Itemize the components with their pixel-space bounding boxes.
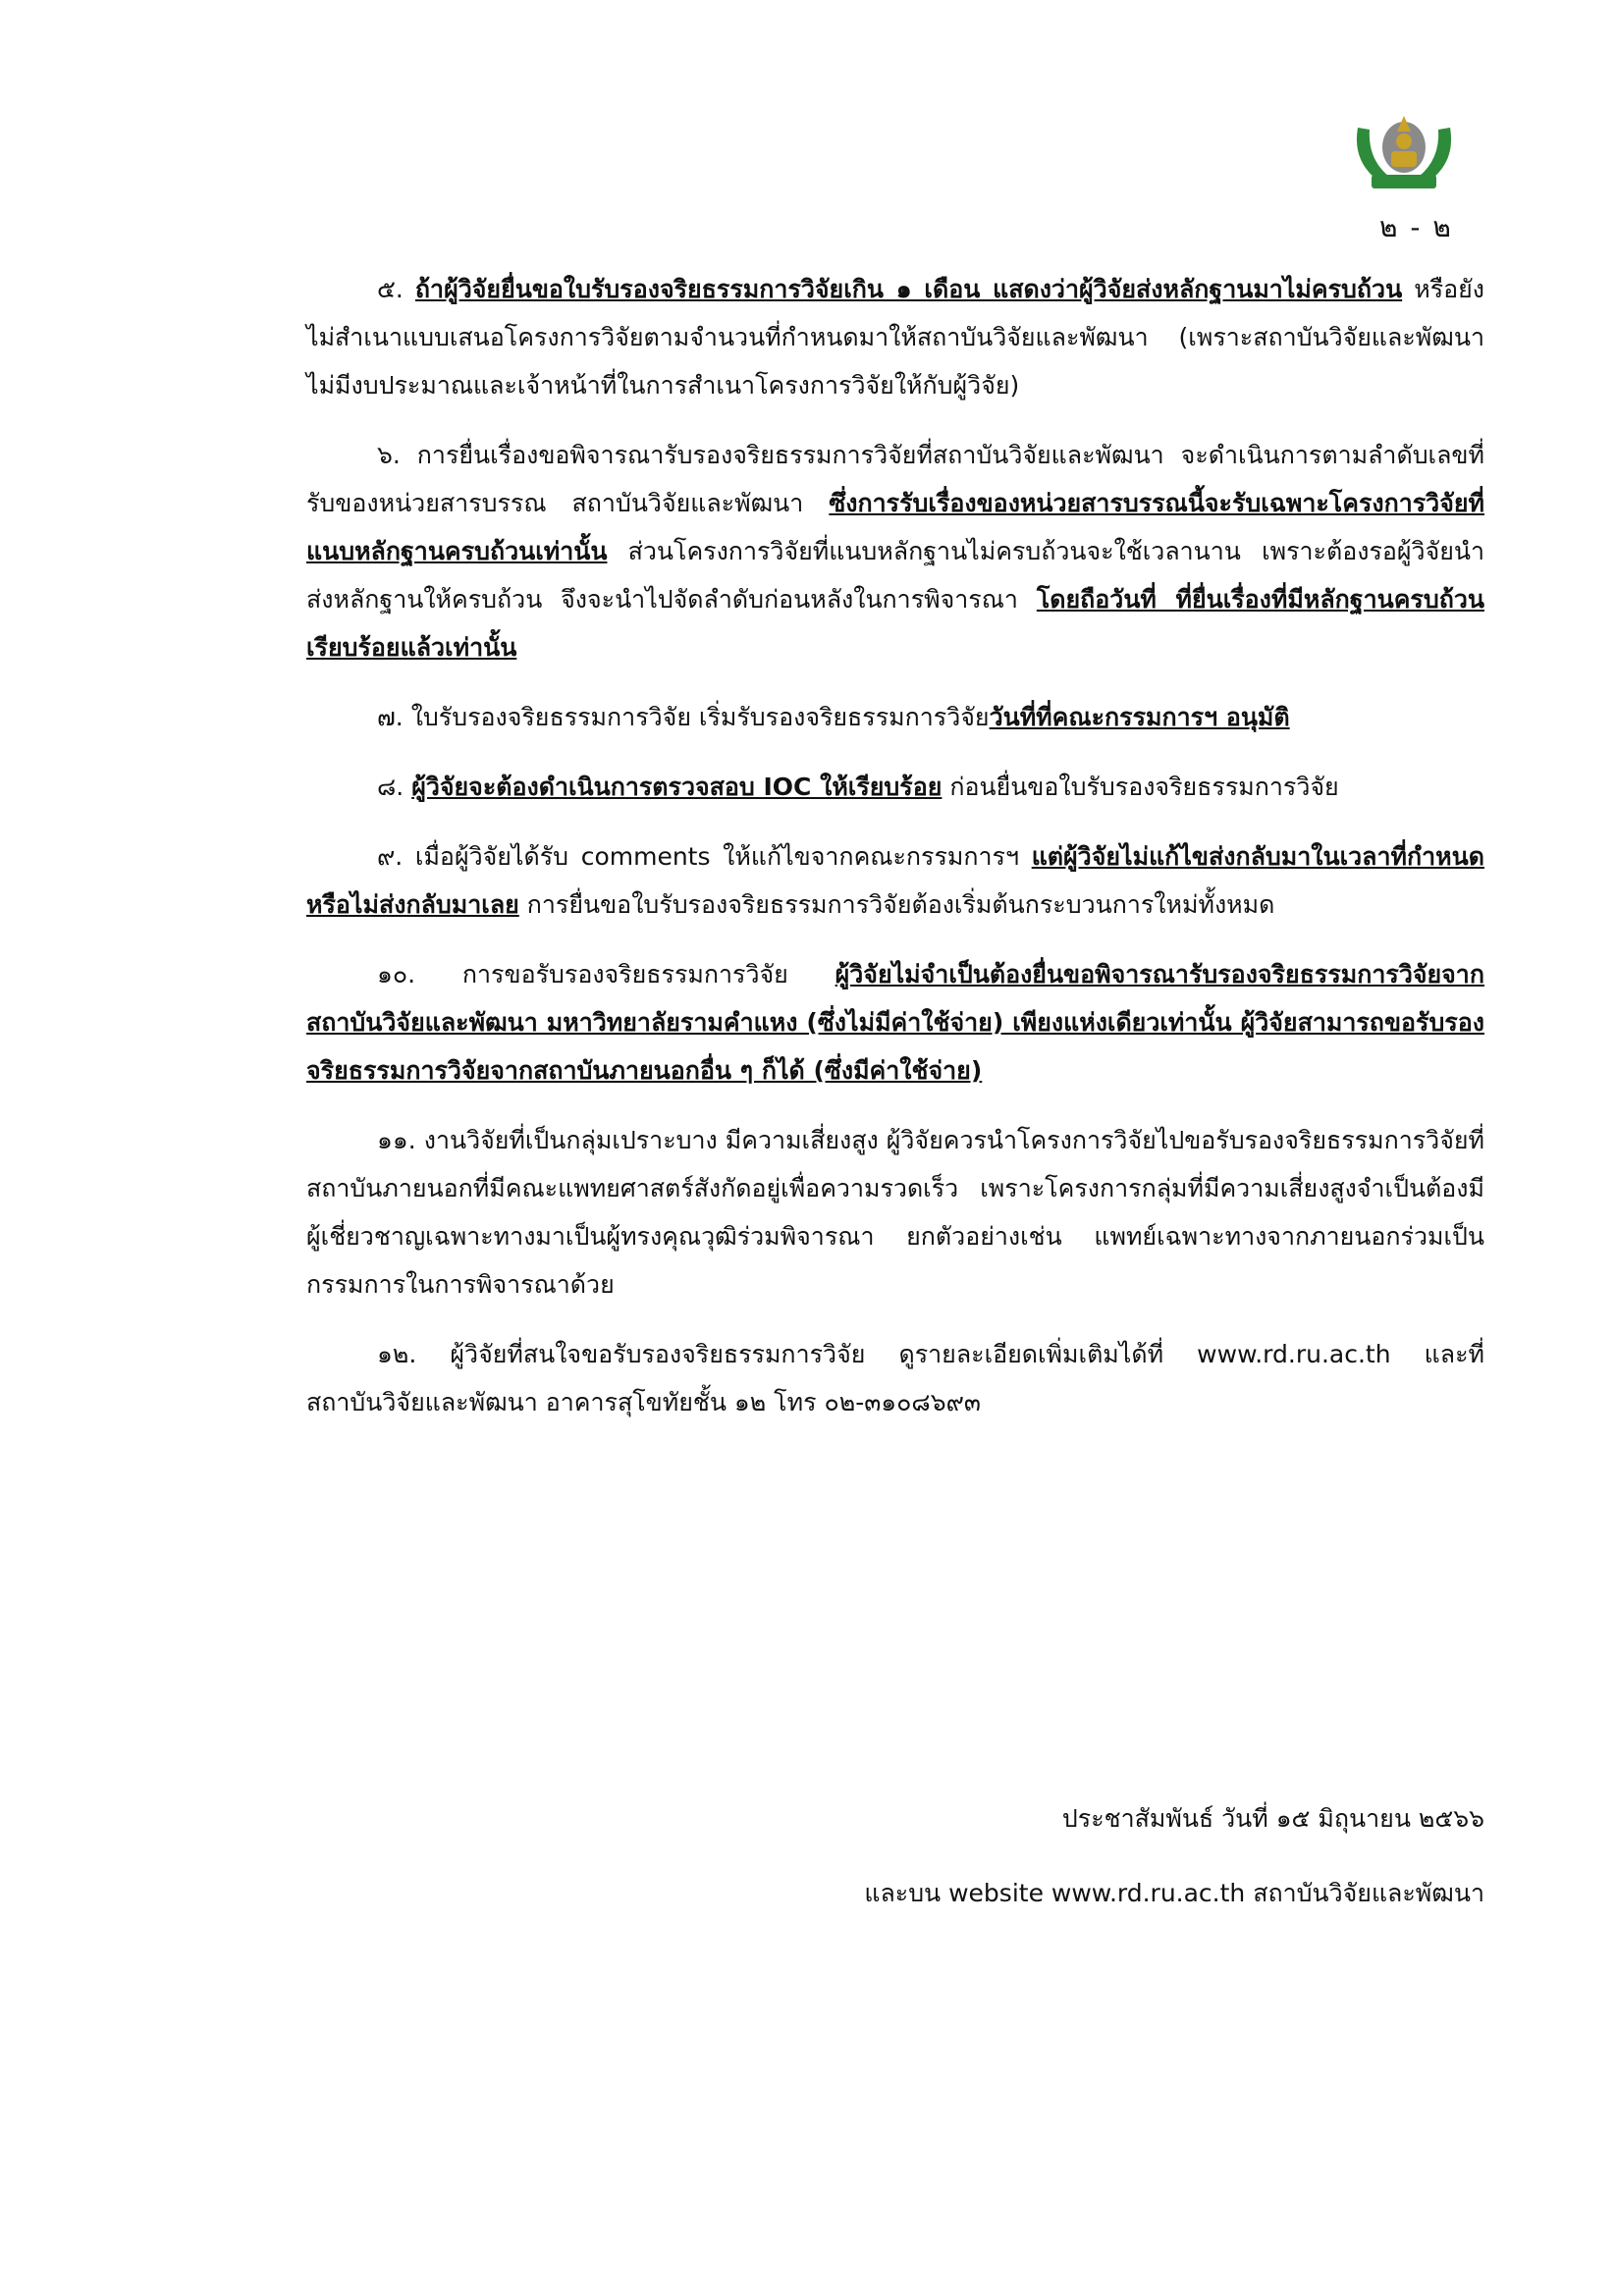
emphasized-text: ผู้วิจัยไม่จำเป็นต้องยื่นขอพิจารณารับรองจริยธรรมการวิจัยจากสถาบันวิจัยและพัฒนา มหาวิทยาลัยรามคำแหง (ซึ่งไม่มีค่าใช้จ่าย) เพียงแห่งเดียวเท่านั้น ผู้วิจัยสามารถขอรับรองจริยธรรมการวิจัยจากสถาบันภายนอกอื่น ๆ ก็ได้ (ซึ่งมีค่าใช้จ่าย): [306, 960, 1484, 1085]
paragraph-text: ก่อนยื่นขอใบรับรองจริยธรรมการวิจัย: [942, 773, 1339, 801]
emphasized-text: ผู้วิจัยจะต้องดำเนินการตรวจสอบ IOC ให้เรียบร้อย: [411, 773, 943, 801]
list-item-p5: [306, 265, 1484, 409]
paragraph-text: ส่วนโครงการวิจัยที่แนบหลักฐานไม่ครบถ้วนจะใช้เวลานาน เพราะต้องรอผู้วิจัยนำส่งหลักฐานให้ครบถ้วน จึงจะนำไปจัดลำดับก่อนหลังในการพิจารณา: [306, 537, 1484, 614]
list-item-p8: [306, 763, 1484, 811]
paragraph-text: ๑๑. งานวิจัยที่เป็นกลุ่มเปราะบาง มีความเสี่ยงสูง ผู้วิจัยควรนำโครงการวิจัยไปขอรับรองจริยธรรมการวิจัยที่สถาบันภายนอกที่มีคณะแพทยศาสตร์สังกัดอยู่เพื่อความรวดเร็ว เพราะโครงการกลุ่มที่มีความเสี่ยงสูงจำเป็นต้องมีผู้เชี่ยวชาญเฉพาะทางมาเป็นผู้ทรงคุณวุฒิร่วมพิจารณา ยกตัวอย่างเช่น แพทย์เฉพาะทางจากภายนอกร่วมเป็นกรรมการในการพิจารณาด้วย: [306, 1126, 1484, 1299]
footer-website-line: และบน website www.rd.ru.ac.th สถาบันวิจัยและพัฒนา: [864, 1879, 1484, 1907]
emphasized-text: แต่ผู้วิจัยไม่แก้ไขส่งกลับมาในเวลาที่กำหนดหรือไม่ส่งกลับมาเลย: [306, 842, 1484, 919]
emphasized-text: ถ้าผู้วิจัยยื่นขอใบรับรองจริยธรรมการวิจัยเกิน ๑ เดือน แสดงว่าผู้วิจัยส่งหลักฐานมาไม่ครบถ้วน: [414, 275, 1403, 303]
list-item-p9: [306, 832, 1484, 929]
footer-announcement-date: ประชาสัมพันธ์ วันที่ ๑๕ มิถุนายน ๒๕๖๖: [1061, 1804, 1484, 1833]
paragraph-text: ๖. การยื่นเรื่องขอพิจารณารับรองจริยธรรมการวิจัยที่สถาบันวิจัยและพัฒนา จะดำเนินการตามลำดับเลขที่รับของหน่วยสารบรรณ สถาบันวิจัยและพัฒนา: [306, 441, 1484, 517]
footer: [864, 1782, 1484, 1931]
list-item-p7: [306, 693, 1484, 741]
university-seal-icon: [1350, 108, 1458, 194]
paragraph-text: ๑๒. ผู้วิจัยที่สนใจขอรับรองจริยธรรมการวิจัย ดูรายละเอียดเพิ่มเติมได้ที่ www.rd.ru.ac.th และที่สถาบันวิจัยและพัฒนา อาคารสุโขทัยชั้น ๑๒ โทร ๐๒-๓๑๐๘๖๙๓: [306, 1340, 1484, 1416]
list-item-p10: [306, 950, 1484, 1095]
list-item-p11: [306, 1116, 1484, 1308]
paragraph-text: ๕.: [377, 275, 415, 303]
page-number: ๒ - ๒: [1379, 211, 1453, 243]
paragraph-text: ๑๐. การขอรับรองจริยธรรมการวิจัย: [377, 960, 835, 988]
paragraph-text: ๙. เมื่อผู้วิจัยได้รับ comments ให้แก้ไขจากคณะกรรมการฯ: [377, 842, 1032, 871]
list-item-p6: [306, 431, 1484, 671]
paragraph-text: ๘.: [377, 773, 412, 801]
emphasized-text: โดยถือวันที่ ที่ยื่นเรื่องที่มีหลักฐานครบถ้วนเรียบร้อยแล้วเท่านั้น: [306, 585, 1484, 662]
list-item-p12: [306, 1330, 1484, 1426]
paragraph-text: หรือยังไม่สำเนาแบบเสนอโครงการวิจัยตามจำนวนที่กำหนดมาให้สถาบันวิจัยและพัฒนา (เพราะสถาบันวิจัยและพัฒนาไม่มีงบประมาณและเจ้าหน้าที่ในการสำเนาโครงการวิจัยให้กับผู้วิจัย): [306, 275, 1484, 400]
paragraph-text: การยื่นขอใบรับรองจริยธรรมการวิจัยต้องเริ่มต้นกระบวนการใหม่ทั้งหมด: [518, 890, 1275, 919]
document-body: [306, 265, 1484, 1448]
emphasized-text: ซึ่งการรับเรื่องของหน่วยสารบรรณนี้จะรับเฉพาะโครงการวิจัยที่แนบหลักฐานครบถ้วนเท่านั้น: [306, 489, 1484, 565]
paragraph-text: ๗. ใบรับรองจริยธรรมการวิจัย เริ่มรับรองจริยธรรมการวิจัย: [377, 703, 990, 731]
emphasized-text: วันที่ที่คณะกรรมการฯ อนุมัติ: [989, 703, 1290, 731]
